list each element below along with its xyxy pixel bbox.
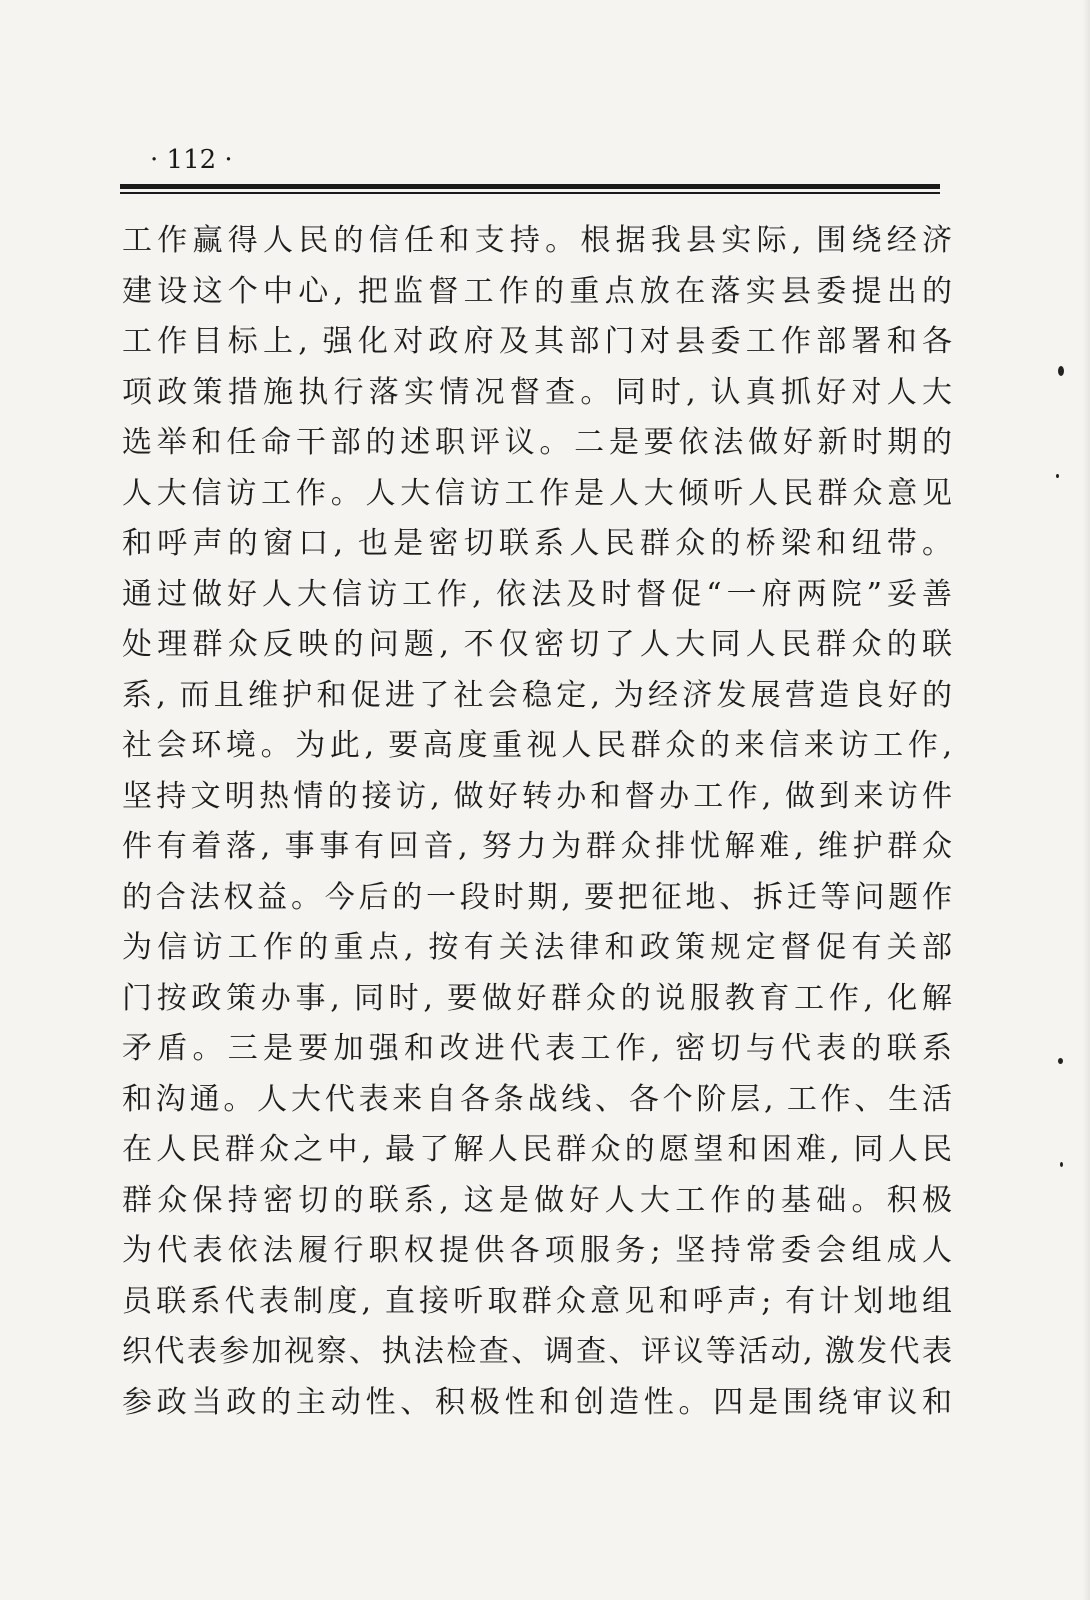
text-line: 通过做好人大信访工作, 依法及时督促“一府两院”妥善 xyxy=(122,576,952,612)
text-line: 门按政策办事, 同时, 要做好群众的说服教育工作, 化解 xyxy=(122,980,952,1016)
text-line: 项政策措施执行落实情况督查。同时, 认真抓好对人大 xyxy=(122,374,952,410)
header-rule-thick xyxy=(120,184,940,189)
text-line: 员联系代表制度, 直接听取群众意见和呼声; 有计划地组 xyxy=(122,1283,952,1319)
text-line: 织代表参加视察、执法检查、调查、评议等活动, 激发代表 xyxy=(122,1334,952,1369)
scan-speck xyxy=(1058,1058,1063,1064)
text-line: 人大信访工作。人大信访工作是人大倾听人民群众意见 xyxy=(122,475,952,511)
text-line: 件有着落, 事事有回音, 努力为群众排忧解难, 维护群众 xyxy=(122,829,952,864)
text-line: 建设这个中心, 把监督工作的重点放在落实县委提出的 xyxy=(122,273,952,309)
text-line: 的合法权益。今后的一段时期, 要把征地、拆迁等问题作 xyxy=(122,879,952,915)
text-line: 处理群众反映的问题, 不仅密切了人大同人民群众的联 xyxy=(122,627,952,662)
body-text xyxy=(122,216,952,1428)
text-line: 和呼声的窗口, 也是密切联系人民群众的桥梁和纽带。 xyxy=(122,526,952,561)
scan-speck xyxy=(1058,366,1064,376)
scan-speck xyxy=(1056,474,1059,478)
text-line: 工作赢得人民的信任和支持。根据我县实际, 围绕经济 xyxy=(122,223,952,258)
text-line: 在人民群众之中, 最了解人民群众的愿望和困难, 同人民 xyxy=(122,1132,952,1167)
text-line: 和沟通。人大代表来自各条战线、各个阶层, 工作、生活 xyxy=(122,1081,952,1117)
page-number: · 112 · xyxy=(150,145,233,175)
text-line: 工作目标上, 强化对政府及其部门对县委工作部署和各 xyxy=(122,324,952,359)
text-line: 选举和任命干部的述职评议。二是要依法做好新时期的 xyxy=(122,425,952,460)
text-line: 参政当政的主动性、积极性和创造性。四是围绕审议和 xyxy=(122,1384,952,1420)
header-rule-thin xyxy=(120,192,940,194)
text-line: 矛盾。三是要加强和改进代表工作, 密切与代表的联系 xyxy=(122,1031,952,1066)
text-line: 群众保持密切的联系, 这是做好人大工作的基础。积极 xyxy=(122,1182,952,1218)
text-line: 为信访工作的重点, 按有关法律和政策规定督促有关部 xyxy=(122,930,952,965)
page-edge-shadow xyxy=(1082,0,1090,1600)
text-line: 为代表依法履行职权提供各项服务; 坚持常委会组成人 xyxy=(122,1233,952,1268)
text-line: 社会环境。为此, 要高度重视人民群众的来信来访工作, xyxy=(122,728,952,763)
text-line: 系, 而且维护和促进了社会稳定, 为经济发展营造良好的 xyxy=(122,677,952,713)
text-line: 坚持文明热情的接访, 做好转办和督办工作, 做到来访件 xyxy=(122,778,952,814)
scan-speck xyxy=(1060,1162,1063,1167)
